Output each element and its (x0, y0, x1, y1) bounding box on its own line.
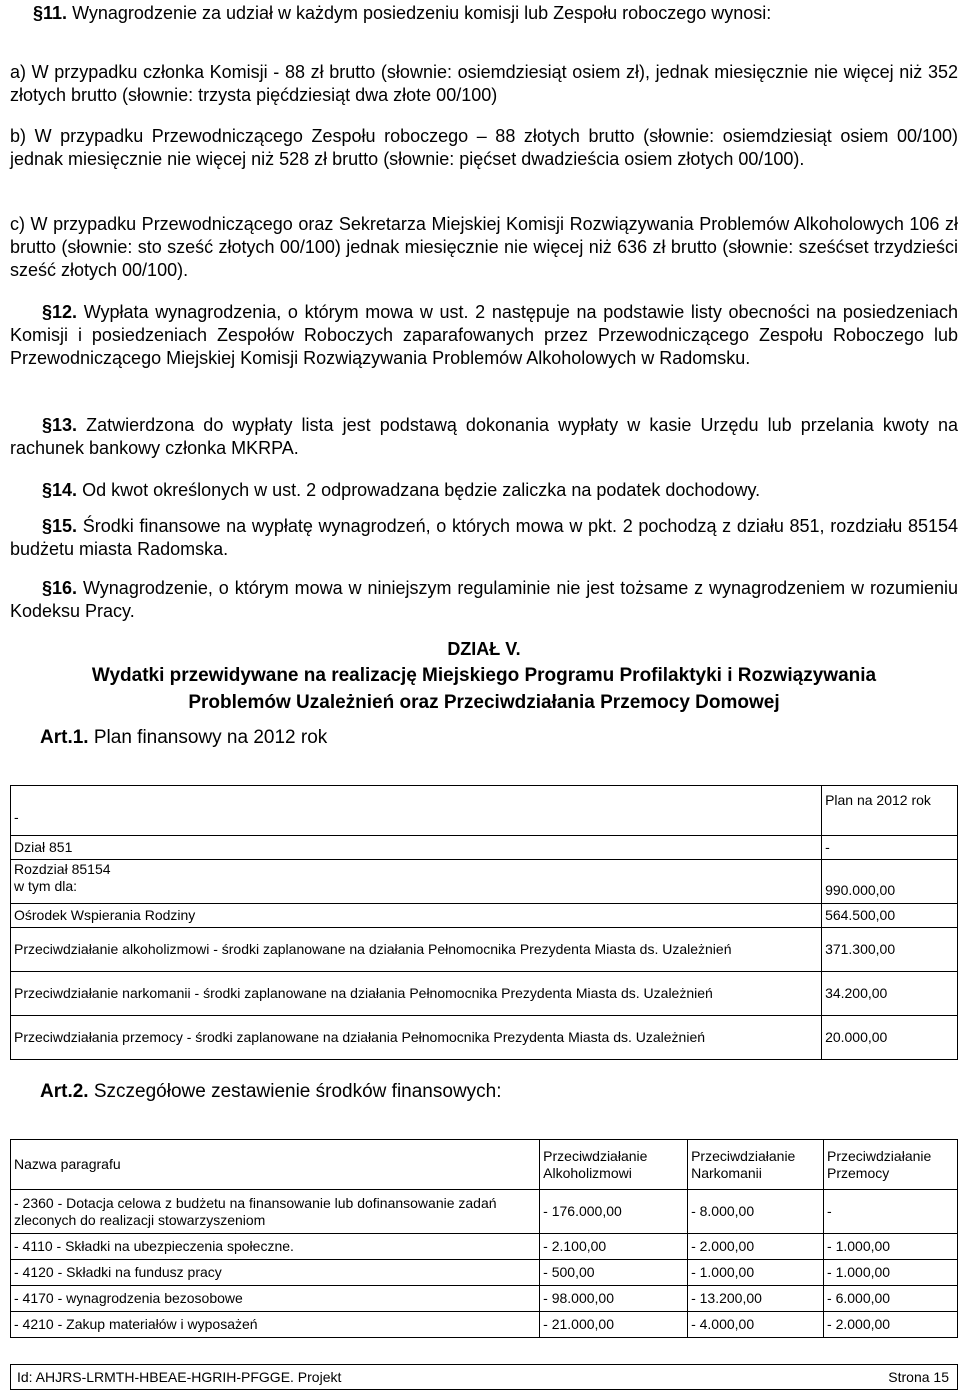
table-cell: 990.000,00 (822, 860, 958, 904)
section-13-number: 13. (52, 415, 78, 435)
table-row (11, 904, 958, 928)
table-cell: Ośrodek Wspierania Rodziny (11, 904, 822, 928)
article-1-text: Plan finansowy na 2012 rok (93, 727, 328, 748)
table-cell: 371.300,00 (822, 928, 958, 972)
table-cell: - 2.000,00 (688, 1234, 824, 1260)
table-header-cell: - (11, 786, 822, 836)
table-cell: - 8.000,00 (688, 1190, 824, 1234)
table-cell: Rozdział 85154 w tym dla: (11, 860, 822, 904)
table-cell: Przeciwdziałanie narkomanii - środki zaplanowane na działania Pełnomocnika Prezydenta Miasta ds. Uzależnień (11, 972, 822, 1016)
financial-plan-table (10, 785, 958, 1060)
table-row (11, 972, 958, 1016)
page-footer (10, 1364, 958, 1390)
article-1-label: Art.1. (40, 727, 89, 748)
table-row (11, 1312, 958, 1338)
table-header-row (11, 786, 958, 836)
table-cell: - 4170 - wynagrodzenia bezosobowe (11, 1286, 540, 1312)
chapter-title-line-1: Wydatki przewidywane na realizację Miejskiego Programu Profilaktyki i Rozwiązywania (91, 665, 877, 686)
table-row (11, 928, 958, 972)
table-cell: - 4.000,00 (688, 1312, 824, 1338)
table-cell: - 176.000,00 (540, 1190, 688, 1234)
table-cell: - (824, 1190, 958, 1234)
section-11-item-a: a) W przypadku członka Komisji - 88 zł brutto (słownie: osiemdziesiąt osiem zł), jednak miesięcznie nie więcej niż 352 złotych brutto (słownie: trzysta pięćdziesiąt dwa złote 00/100) (10, 62, 958, 105)
table-cell: Przeciwdziałania przemocy - środki zaplanowane na działania Pełnomocnika Prezydenta Miasta ds. Uzależnień (11, 1016, 822, 1060)
page-number: Strona 15 (888, 1369, 949, 1385)
chapter-title-line-2: Problemów Uzależnień oraz Przeciwdziałania Przemocy Domowej (188, 692, 780, 713)
table-cell: - 13.200,00 (688, 1286, 824, 1312)
table-row (11, 1190, 958, 1234)
table-cell: - 2.000,00 (824, 1312, 958, 1338)
table-header-cell: Przeciwdziałanie Przemocy (824, 1140, 958, 1190)
table-header-cell: Przeciwdziałanie Narkomanii (688, 1140, 824, 1190)
section-15-number: 15. (52, 516, 78, 536)
chapter-heading: DZIAŁ V. (447, 639, 521, 659)
table-header-cell: Plan na 2012 rok (822, 786, 958, 836)
section-11-intro: §11. Wynagrodzenie za udział w każdym posiedzeniu komisji lub Zespołu roboczego wynosi: (33, 3, 772, 23)
table-cell: - 98.000,00 (540, 1286, 688, 1312)
table-cell: - 1.000,00 (824, 1234, 958, 1260)
section-11-item-c: c) W przypadku Przewodniczącego oraz Sekretarza Miejskiej Komisji Rozwiązywania Problemów Alkoholowych 106 zł brutto (słownie: sto sześć złotych 00/100) jednak miesięcznie nie więcej niż 636 zł brutto (słownie: sześćset trzydzieści sześć złotych 00/100). (10, 214, 958, 280)
table-row (11, 1286, 958, 1312)
section-16-number: 16. (52, 578, 78, 598)
table-row (11, 1260, 958, 1286)
table-cell: - 2360 - Dotacja celowa z budżetu na finansowanie lub dofinansowanie zadań zleconych do realizacji stowarzyszeniom (11, 1190, 540, 1234)
table-cell: - (822, 836, 958, 860)
section-12-number: 12. (52, 302, 78, 322)
table-cell: Dział 851 (11, 836, 822, 860)
table-cell: - 4110 - Składki na ubezpieczenia społeczne. (11, 1234, 540, 1260)
table-row (11, 1234, 958, 1260)
table-cell: - 1.000,00 (824, 1260, 958, 1286)
table-row (11, 836, 958, 860)
table-header-cell: Nazwa paragrafu (11, 1140, 540, 1190)
section-14-number: 14. (52, 480, 78, 500)
table-cell: - 4120 - Składki na fundusz pracy (11, 1260, 540, 1286)
table-cell: - 21.000,00 (540, 1312, 688, 1338)
section-11-item-b: b) W przypadku Przewodniczącego Zespołu roboczego – 88 złotych brutto (słownie: osiemdziesiąt osiem 00/100) jednak miesięcznie nie więcej niż 528 zł brutto (słownie: pięćset dwadzieścia osiem złotych 00/100). (10, 126, 958, 169)
document-id: Id: AHJRS-LRMTH-HBEAE-HGRIH-PFGGE. Projekt (17, 1369, 342, 1385)
table-cell: - 1.000,00 (688, 1260, 824, 1286)
article-2-label: Art.2. (40, 1081, 89, 1102)
table-row (11, 1016, 958, 1060)
table-cell: Przeciwdziałanie alkoholizmowi - środki zaplanowane na działania Pełnomocnika Prezydenta Miasta ds. Uzależnień (11, 928, 822, 972)
detailed-funds-table (10, 1139, 958, 1338)
article-2 (40, 1080, 958, 1104)
table-row (11, 860, 958, 904)
section-11 (10, 2, 958, 25)
table-cell: - 4210 - Zakup materiałów i wyposażeń (11, 1312, 540, 1338)
table-cell: - 500,00 (540, 1260, 688, 1286)
table-cell: 34.200,00 (822, 972, 958, 1016)
table-cell: 20.000,00 (822, 1016, 958, 1060)
table-cell: - 6.000,00 (824, 1286, 958, 1312)
section-12: §12. Wypłata wynagrodzenia, o którym mowa w ust. 2 następuje na podstawie listy obecności na posiedzeniach Komisji i posiedzeniach Zespołów Roboczych zaparafowanych przez Przewodniczącego Zespołu Roboczego lub Przewodniczącego Miejskiej Komisji Rozwiązywania Problemów Alkoholowych w Radomsku. (10, 302, 958, 368)
article-2-text: Szczegółowe zestawienie środków finansowych: (93, 1081, 502, 1102)
section-14: §14. Od kwot określonych w ust. 2 odprowadzana będzie zaliczka na podatek dochodowy. (42, 480, 761, 500)
article-1 (40, 726, 958, 750)
section-16: §16. Wynagrodzenie, o którym mowa w niniejszym regulaminie nie jest tożsame z wynagrodzeniem w rozumieniu Kodeksu Pracy. (10, 578, 958, 621)
section-13: §13. Zatwierdzona do wypłaty lista jest podstawą dokonania wypłaty w kasie Urzędu lub przelania kwoty na rachunek bankowy członka MKRPA. (10, 415, 958, 458)
table-header-cell: Przeciwdziałanie Alkoholizmowi (540, 1140, 688, 1190)
table-cell: - 2.100,00 (540, 1234, 688, 1260)
table-header-row (11, 1140, 958, 1190)
section-15: §15. Środki finansowe na wypłatę wynagrodzeń, o których mowa w pkt. 2 pochodzą z działu 851, rozdziału 85154 budżetu miasta Radomska. (10, 516, 958, 559)
section-11-number: 11. (43, 3, 68, 23)
table-cell: 564.500,00 (822, 904, 958, 928)
